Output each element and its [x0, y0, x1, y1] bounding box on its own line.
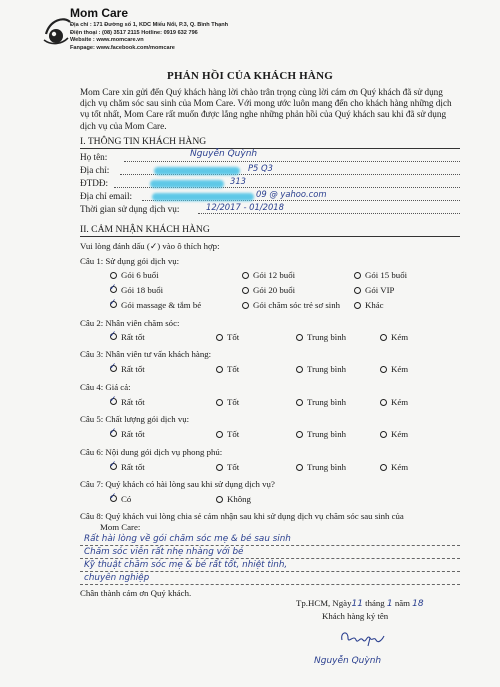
date-line: Tp.HCM, Ngày11 tháng 1 năm 18	[296, 598, 424, 609]
q6-poor[interactable]: Kém	[380, 462, 408, 472]
radio-icon	[380, 366, 387, 373]
q4-poor[interactable]: Kém	[380, 397, 408, 407]
signature-icon	[336, 626, 390, 648]
radio-icon	[354, 272, 361, 279]
checkmark-icon: ✓	[109, 492, 117, 502]
q7-label: Câu 7: Quý khách có hài lòng sau khi sử dụng dịch vụ?	[80, 479, 275, 489]
instruction: Vui lòng đánh dấu (✓) vào ô thích hợp:	[80, 241, 220, 251]
intro-paragraph: Mom Care xin gửi đến Quý khách hàng lời chào trân trọng cùng lời cám ơn Quý khách đã sử dụng dịch vụ chăm sóc sau sinh của Mom Care. Với mong ước luôn mang đến cho khách hàng những dịch vụ tốt nhất, Mom Care rất muốn được lắng nghe những phản hồi của Quý khách sau khi đã sử dụng dịch vụ của Mom Care.	[80, 87, 452, 131]
q3-label: Câu 3: Nhân viên tư vấn khách hàng:	[80, 349, 212, 359]
name-field[interactable]	[124, 151, 460, 162]
radio-icon	[380, 431, 387, 438]
q3-average[interactable]: Trung bình	[296, 364, 346, 374]
name-label: Họ tên:	[80, 152, 108, 162]
radio-icon	[354, 287, 361, 294]
q1-option-18[interactable]: ✓ Gói 18 buổi	[109, 283, 164, 295]
q2-average[interactable]: Trung bình	[296, 332, 346, 342]
radio-icon	[242, 272, 249, 279]
email-value: 09 @ yahoo.com	[256, 189, 327, 199]
q8-answer-line-3: Kỹ thuật chăm sóc mẹ & bé rất tốt, nhiệt tình,	[84, 560, 288, 570]
redacted-email	[152, 193, 254, 201]
radio-icon	[380, 334, 387, 341]
closing-text: Chân thành cám ơn Quý khách.	[80, 588, 192, 598]
signer-label: Khách hàng ký tên	[322, 611, 389, 621]
q2-good[interactable]: Tốt	[216, 332, 239, 342]
q3-good[interactable]: Tốt	[216, 364, 239, 374]
checkmark-icon: ✓	[109, 362, 117, 372]
checkmark-icon: ✓	[109, 283, 117, 293]
q7-yes[interactable]: ✓ Có	[109, 492, 132, 504]
section2-divider	[80, 236, 460, 237]
q1-label: Câu 1: Sử dụng gói dịch vụ:	[80, 256, 180, 266]
q4-good[interactable]: Tốt	[216, 397, 239, 407]
date-year: 18	[412, 599, 424, 609]
q5-good[interactable]: Tốt	[216, 429, 239, 439]
q6-good[interactable]: Tốt	[216, 462, 239, 472]
q8-answer-line-1: Rất hài lòng về gói chăm sóc mẹ & bé sau sinh	[84, 534, 291, 544]
q3-very-good[interactable]: ✓ Rất tốt	[109, 362, 145, 374]
q8-answer-line-2: Chăm sóc viên rất nhẹ nhàng với bé	[84, 547, 244, 557]
checkmark-icon: ✓	[109, 298, 117, 308]
q5-poor[interactable]: Kém	[380, 429, 408, 439]
service-time-value: 12/2017 - 01/2018	[206, 202, 284, 212]
radio-icon	[242, 302, 249, 309]
radio-icon	[296, 399, 303, 406]
q1-option-vip[interactable]: Gói VIP	[354, 285, 394, 295]
radio-icon	[216, 496, 223, 503]
date-month: 1	[386, 599, 393, 609]
radio-icon	[216, 366, 223, 373]
q2-poor[interactable]: Kém	[380, 332, 408, 342]
q1-option-massage[interactable]: ✓ Gói massage & tắm bé	[109, 298, 202, 310]
radio-icon	[242, 287, 249, 294]
phone-label: ĐTDĐ:	[80, 178, 109, 188]
checkmark-icon: ✓	[109, 395, 117, 405]
address-value: P5 Q3	[248, 163, 273, 173]
q5-very-good[interactable]: ✓ Rất tốt	[109, 427, 145, 439]
section1-heading: I. THÔNG TIN KHÁCH HÀNG	[80, 136, 207, 147]
q1-option-newborn[interactable]: Gói chăm sóc trẻ sơ sinh	[242, 300, 340, 310]
signature-name: Nguyễn Quỳnh	[314, 656, 382, 666]
contact-fanpage: Fanpage: www.facebook.com/momcare	[70, 44, 175, 51]
q8-label: Câu 8: Quý khách vui lòng chia sẻ cảm nhận sau khi sử dụng dịch vụ chăm sóc sau sinh của	[80, 511, 404, 521]
section1-divider	[80, 148, 460, 149]
radio-icon	[296, 366, 303, 373]
radio-icon	[296, 334, 303, 341]
q1-option-other[interactable]: Khác	[354, 300, 384, 310]
redacted-address	[154, 167, 240, 175]
contact-website: Website : www.momcare.vn	[70, 37, 144, 44]
q6-very-good[interactable]: ✓ Rất tốt	[109, 460, 145, 472]
email-label: Địa chỉ email:	[80, 191, 133, 201]
radio-icon	[216, 399, 223, 406]
q1-option-6[interactable]: Gói 6 buổi	[110, 270, 159, 280]
radio-icon	[380, 399, 387, 406]
section2-heading: II. CẢM NHẬN KHÁCH HÀNG	[80, 224, 210, 235]
q1-option-15[interactable]: Gói 15 buổi	[354, 270, 407, 280]
date-day: 11	[351, 599, 363, 609]
service-time-label: Thời gian sử dụng dịch vụ:	[80, 204, 180, 214]
checkmark-icon: ✓	[109, 330, 117, 340]
contact-block	[70, 22, 228, 52]
name-value: Nguyễn Quỳnh	[190, 149, 258, 159]
q4-very-good[interactable]: ✓ Rất tốt	[109, 395, 145, 407]
answer-line-4[interactable]	[80, 584, 460, 585]
radio-icon	[110, 272, 117, 279]
radio-icon	[296, 431, 303, 438]
q4-label: Câu 4: Giá cả:	[80, 382, 131, 392]
q6-average[interactable]: Trung bình	[296, 462, 346, 472]
q5-average[interactable]: Trung bình	[296, 429, 346, 439]
q5-label: Câu 5: Chất lượng gói dịch vụ:	[80, 414, 190, 424]
q6-label: Câu 6: Nội dung gói dịch vụ phong phú:	[80, 447, 223, 457]
q8-label-cont: Mom Care:	[100, 522, 141, 532]
checkmark-icon: ✓	[109, 427, 117, 437]
radio-icon	[216, 431, 223, 438]
q2-label: Câu 2: Nhân viên chăm sóc:	[80, 318, 180, 328]
address-label: Địa chỉ:	[80, 165, 110, 175]
q1-option-20[interactable]: Gói 20 buổi	[242, 285, 295, 295]
q8-answer-line-4: chuyên nghiệp	[84, 573, 150, 583]
q4-average[interactable]: Trung bình	[296, 397, 346, 407]
checkmark-icon: ✓	[109, 460, 117, 470]
q1-option-12[interactable]: Gói 12 buổi	[242, 270, 295, 280]
answer-line-3[interactable]	[80, 571, 460, 572]
radio-icon	[216, 464, 223, 471]
contact-phone: Điện thoại : (08) 3517 2115 Hotline: 0919 632 796	[70, 29, 198, 36]
form-title: PHẢN HỒI CỦA KHÁCH HÀNG	[167, 70, 333, 82]
phone-value: 313	[230, 176, 246, 186]
brand-name: Mom Care	[70, 6, 129, 20]
answer-line-2[interactable]	[80, 558, 460, 559]
contact-address: Địa chỉ : 171 Đường số 1, KDC Miếu Nổi, P.3, Q. Bình Thạnh	[70, 22, 229, 28]
redacted-phone	[150, 180, 224, 188]
answer-line-1[interactable]	[80, 545, 460, 546]
radio-icon	[216, 334, 223, 341]
q7-no[interactable]: Không	[216, 494, 251, 504]
radio-icon	[380, 464, 387, 471]
q2-very-good[interactable]: ✓ Rất tốt	[109, 330, 145, 342]
radio-icon	[354, 302, 361, 309]
radio-icon	[296, 464, 303, 471]
q3-poor[interactable]: Kém	[380, 364, 408, 374]
